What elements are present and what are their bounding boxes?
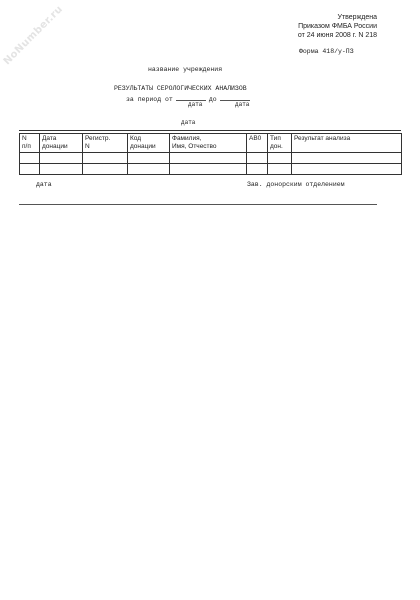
analysis-table: [19, 133, 402, 175]
col-header-donation-date: Дата донации: [40, 134, 83, 153]
table-cell: [83, 153, 128, 164]
divider: [19, 130, 401, 131]
table-cell: [83, 164, 128, 175]
table-cell: [128, 153, 170, 164]
period-to-blank: [220, 94, 250, 101]
approval-stamp: [217, 13, 377, 40]
table-row: [20, 153, 402, 164]
col-header-blood-group: АВ0: [247, 134, 268, 153]
table-cell: [20, 153, 40, 164]
table-row: [20, 164, 402, 175]
period-to-date-label: дата: [235, 101, 250, 108]
table-cell: [170, 153, 247, 164]
col-header-number: N п/п: [20, 134, 40, 153]
footer-head-label: Зав. донорским отделением: [247, 181, 345, 188]
approval-line-2: Приказом ФМБА России: [298, 23, 377, 30]
watermark: NoNumber.ru: [1, 3, 66, 68]
table-cell: [247, 153, 268, 164]
col-header-registration-number: Регистр. N: [83, 134, 128, 153]
table-cell: [292, 164, 402, 175]
table-cell: [170, 164, 247, 175]
table-cell: [128, 164, 170, 175]
period-prefix: за период от: [126, 96, 173, 103]
period-from-date-label: дата: [188, 101, 203, 108]
col-header-full-name: Фамилия, Имя, Отчество: [170, 134, 247, 153]
table-cell: [292, 153, 402, 164]
table-cell: [40, 153, 83, 164]
table-cell: [40, 164, 83, 175]
approval-line-1: Утверждена: [337, 14, 377, 21]
document-title: РЕЗУЛЬТАТЫ СЕРОЛОГИЧЕСКИХ АНАЛИЗОВ: [114, 85, 247, 92]
table-header-row: [20, 134, 402, 153]
col-header-donation-type: Тип дон.: [268, 134, 292, 153]
table-cell: [268, 164, 292, 175]
institution-label: название учреждения: [148, 66, 223, 73]
period-middle: до: [208, 96, 217, 103]
report-date-label: дата: [181, 119, 196, 126]
period-from-blank: [176, 94, 206, 101]
approval-line-3: от 24 июня 2008 г. N 218: [297, 32, 377, 39]
table-cell: [268, 153, 292, 164]
col-header-donation-code: Код донации: [128, 134, 170, 153]
table-cell: [20, 164, 40, 175]
table-cell: [247, 164, 268, 175]
signature-line: [19, 204, 377, 205]
col-header-analysis-result: Результат анализа: [292, 134, 402, 153]
footer-date-label: дата: [36, 181, 52, 188]
form-number: Форма 418/у-ПЗ: [299, 48, 354, 55]
